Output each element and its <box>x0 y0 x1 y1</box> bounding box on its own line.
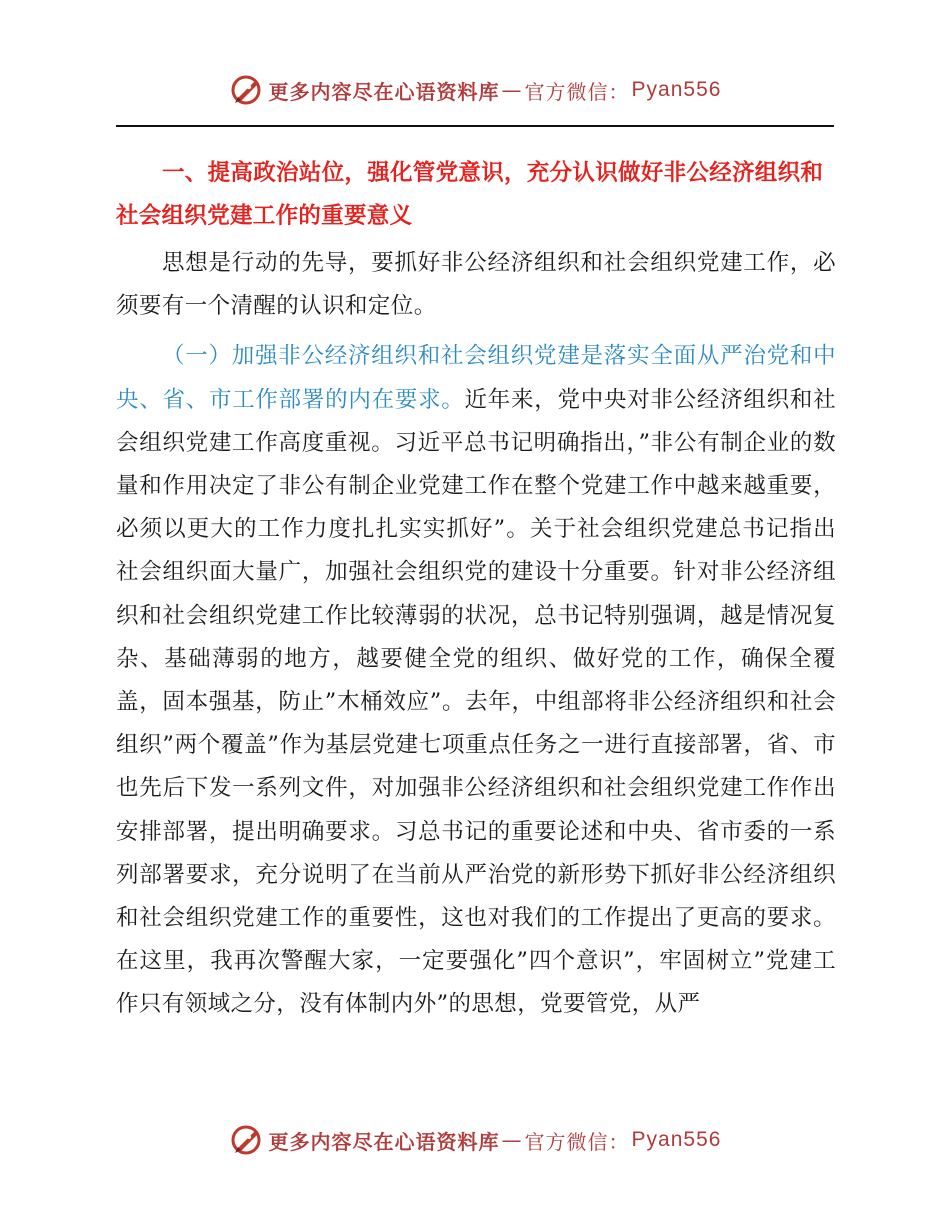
header-banner <box>0 68 950 112</box>
pen-logo-icon <box>229 73 263 107</box>
intro-paragraph: 思想是行动的先导，要抓好非公经济组织和社会组织党建工作，必须要有一个清醒的认识和定位。 <box>116 250 836 320</box>
banner-wechat-id: Pyan556 <box>631 1128 722 1151</box>
banner-wechat-id: Pyan556 <box>631 78 722 101</box>
footer-banner <box>0 1118 950 1162</box>
pen-logo-icon <box>229 1123 263 1157</box>
banner-wechat-label: 官方微信： <box>524 1129 630 1154</box>
header-divider <box>116 125 834 127</box>
banner-main-text: 更多内容尽在心语资料库 <box>268 1129 500 1154</box>
banner-wechat-label: 官方微信： <box>524 79 630 104</box>
document-body <box>116 152 836 1027</box>
banner-main-text: 更多内容尽在心语资料库 <box>268 79 500 104</box>
section-1-subheading: （一）加强非公经济组织和社会组织党建是落实全面从严治党和中央、省、市工作部署的内在要求。 <box>116 343 836 413</box>
banner-dash: — <box>501 78 523 102</box>
section-heading: 一、提高政治站位，强化管党意识，充分认识做好非公经济组织和社会组织党建工作的重要意义 <box>116 160 824 229</box>
section-1-body: 近年来，党中央对非公经济组织和社会组织党建工作高度重视。习近平总书记明确指出，”非公有制企业的数量和作用决定了非公有制企业党建工作在整个党建工作中越来越重要，必须以更大的工作力度扎扎实实抓好”。关于社会组织党建总书记指出社会组织面大量广，加强社会组织党的建设十分重要。针对非公经济组织和社会组织党建工作比较薄弱的状况，总书记特别强调，越是情况复杂、基础薄弱的地方，越要健全党的组织、做好党的工作，确保全覆盖，固本强基，防止”木桶效应”。去年，中组部将非公经济组织和社会组织”两个覆盖”作为基层党建七项重点任务之一进行直接部署，省、市也先后下发一系列文件，对加强非公经济组织和社会组织党建工作作出安排部署，提出明确要求。习总书记的重要论述和中央、省市委的一系列部署要求，充分说明了在当前从严治党的新形势下抓好非公经济组织和社会组织党建工作的重要性，这也对我们的工作提出了更高的要求。在这里，我再次警醒大家，一定要强化”四个意识”，牢固树立”党建工作只有领域之分，没有体制内外”的思想，党要管党，从严 <box>116 386 836 1018</box>
banner-dash: — <box>501 1128 523 1152</box>
section-1-paragraph <box>116 335 836 1026</box>
